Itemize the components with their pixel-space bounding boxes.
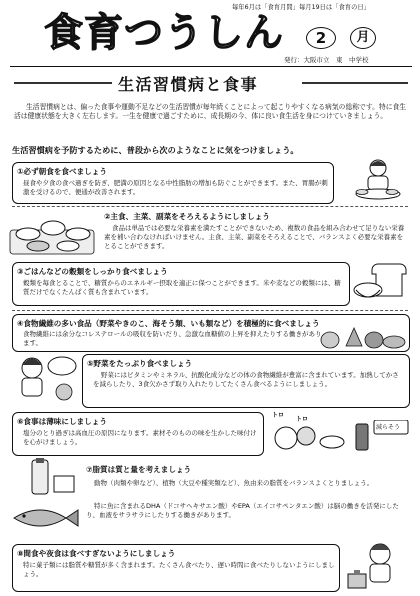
section-1-box [12,162,334,204]
section-4-body: 食物繊維には余分なコレステロールの吸収を防いだり、急激な血糖値の上昇を抑えたりする働きがあります。 [23,330,322,347]
section-5-title: ⑤野菜をたっぷり食べましょう [87,359,193,368]
divider-1 [12,206,408,207]
vegetables-illustration [318,326,408,350]
publisher-info: 発行：大阪市立 東 中学校 [284,56,369,64]
intro-paragraph: 生活習慣病とは、偏った食事や運動不足などの生活習慣が毎年続くことによって起こりやすくなる病気の総称です。特に食生活は健康状態を大きく左右します。一生を健康で過ごすために、成長期の今、体に良い食生活を身につけていきましょう。 [14,103,407,121]
heading-line-left [14,82,112,84]
salt-sign-label: 減らそう [376,424,401,431]
section-7-body-1: 動物（肉類や卵など）、植物（大豆や種実類など）、魚由来の脂質をバランスよくとりましょう。 [94,479,374,487]
section-5-body: 野菜にはビタミンやミネラル、抗酸化成分などの体の食物繊維が豊富に含まれています。加熱してかさを減らしたり、3食欠かさず取り入れたりしてたくさん食べるようにしましょう。 [93,371,399,388]
girl-eating-illustration [346,158,406,202]
meal-set-illustration [8,210,98,256]
section-7-body-2: 特に魚に含まれるDHA（ドコサヘキサエン酸）やEPA（エイコサペンタエン酸）は脳の働きを活発にしたり、血液をサラサラにしたりする働きがあります。 [86,502,399,519]
bread-and-rice-illustration [352,260,410,306]
header-rule [10,66,412,67]
section-5-box [82,354,410,408]
section-1-title: ①必ず朝食を食べましょう [17,167,107,176]
child-with-snack-illustration [344,540,410,592]
boy-eating-vegetables-illustration [8,354,80,404]
main-heading: 生活習慣病と食事 [118,75,259,94]
section-6-box [12,412,264,456]
lead-text: 生活習慣病を予防するために、普段から次のようなことに気をつけましょう。 [12,145,299,155]
section-4-title: ④食物繊維の多い食品（野菜やきのこ、海そう類、いも類など）を積極的に食べましょう [17,319,320,328]
section-2-title: ②主食、主菜、副菜をそろえるようにしましょう [104,212,270,221]
month-number: 2 [306,27,336,49]
section-3-box [12,262,350,306]
toro-label-1: トロ [272,412,285,419]
salty-food-illustration [270,410,410,452]
divider-2 [12,310,408,311]
newsletter-title: 食育つうしん [44,11,285,56]
section-8-body: 特に菓子類には脂質や糖質が多く含まれます。たくさん食べたり、遅い時間に食べたりしないようにしましょう。 [23,561,335,578]
month-unit: 月 [350,27,376,49]
section-8-box [12,544,340,592]
toro-label-2: トロ [296,416,309,423]
section-7-title: ⑦脂質は質と量を考えましょう [86,465,192,474]
top-note: 毎年6月は「食育月間」毎月19日は「食育の日」 [232,4,370,11]
section-3-title: ③ごはんなどの穀類をしっかり食べましょう [17,267,168,276]
section-2-body: 食品は単品では必要な栄養素を満たすことができないため、複数の食品を組み合わせて足りない栄養素を補い合わなければいけません。主食、主菜、副菜をそろえることで、バランスよく必要な栄養素をとることができます。 [104,224,405,250]
section-6-body: 塩分のとり過ぎは高血圧の原因になります。素材そのものの味を生かした味付けを心がけましょう。 [23,429,257,446]
section-6-title: ⑥食事は薄味にしましょう [17,417,107,426]
section-8-title: ⑧間食や夜食は食べすぎないようにしましょう [17,549,176,558]
section-1-body: 昼食や夕食の食べ過ぎを防ぎ、肥満の原因となる中性脂肪の増加も防ぐことができます。また、胃腸が刺激を受けるので、便通が改善されます。 [23,179,328,196]
heading-line-right [302,82,408,84]
oil-and-fish-illustration [10,458,82,540]
section-3-body: 穀類を毎食とることで、糖質からのエネルギー摂取を適正に保つことができます。米や麦などの穀類には、糖質だけでなくたんぱく質も含まれています。 [23,279,341,296]
